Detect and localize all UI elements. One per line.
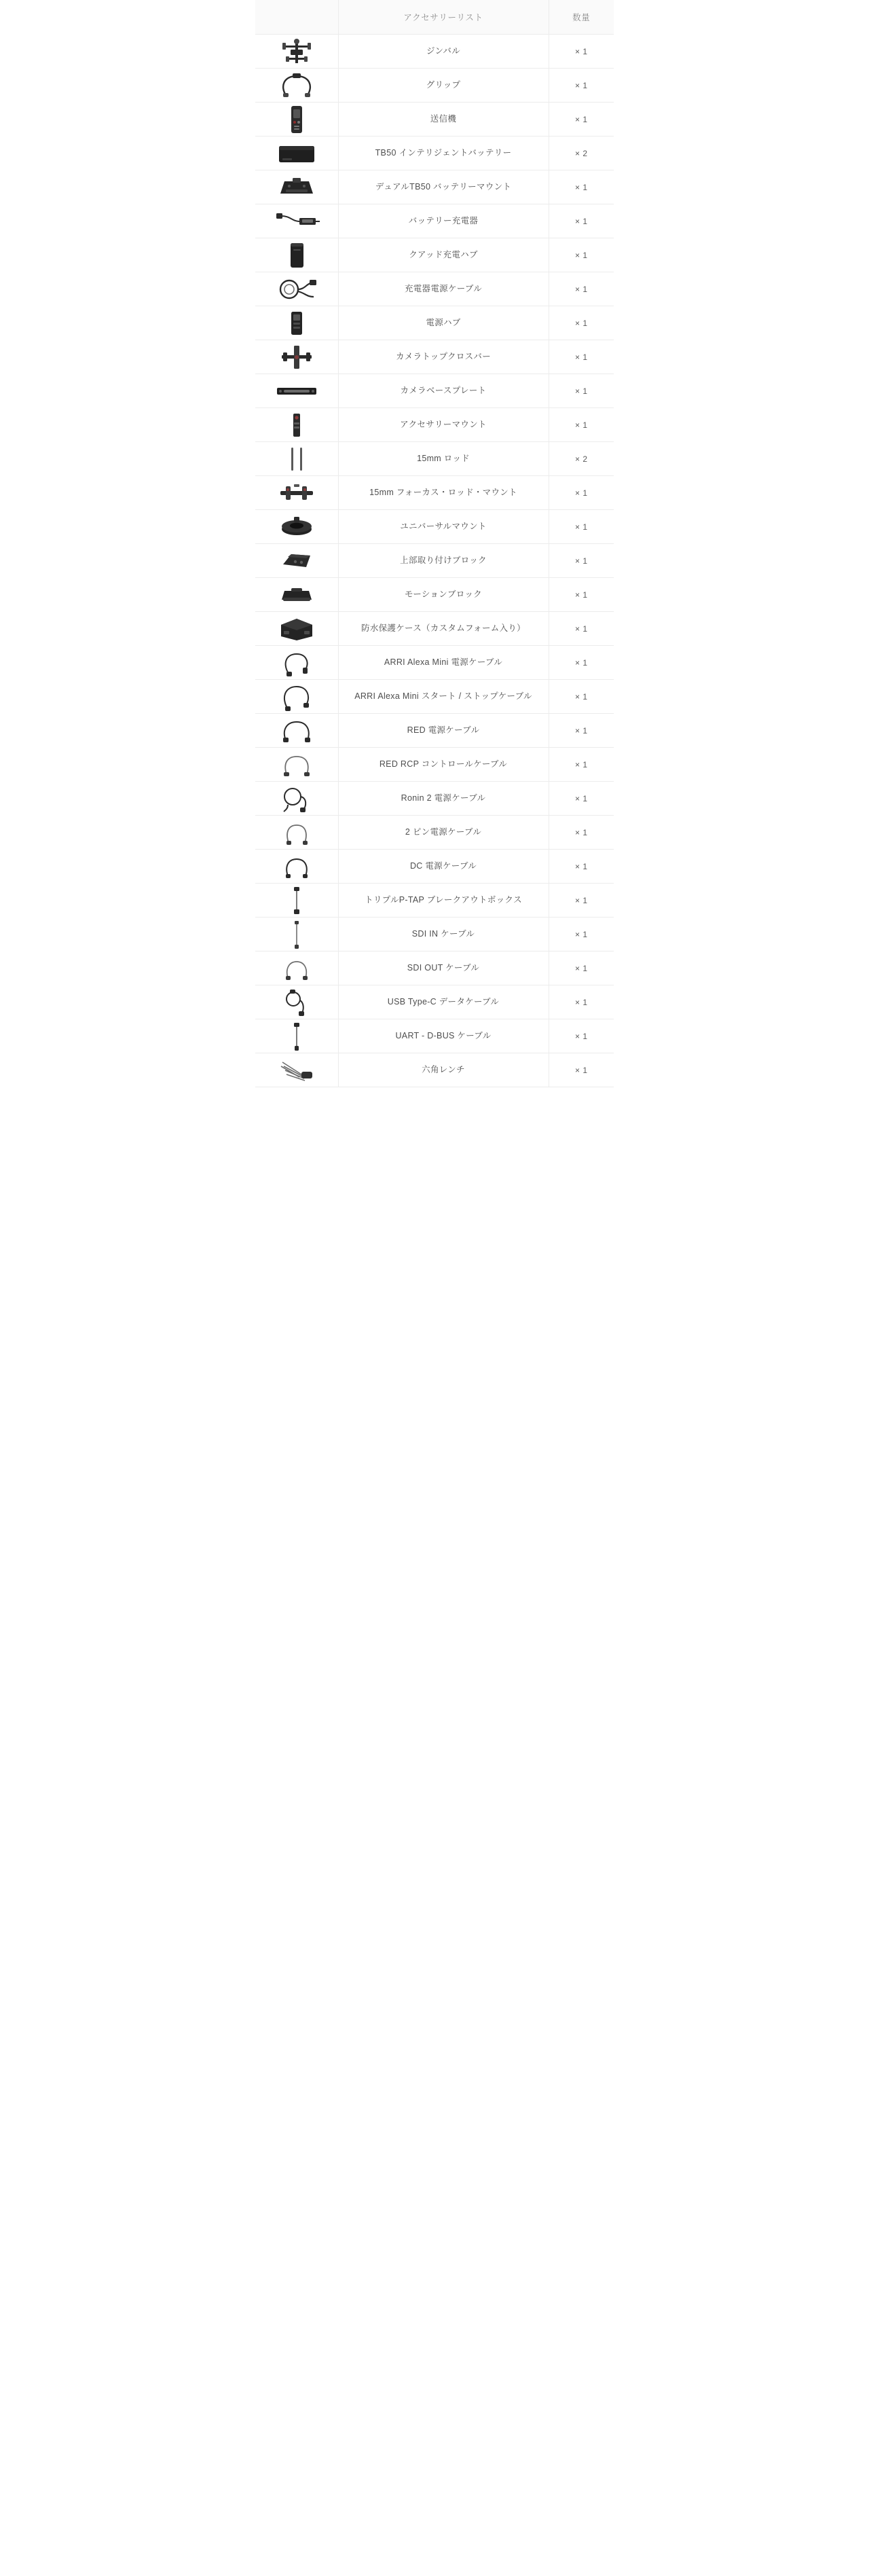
accessory-image-cell: [255, 680, 338, 714]
accessory-name-cell: USB Type-C データケーブル: [338, 985, 549, 1019]
table-row: [255, 510, 614, 544]
table-row: [255, 748, 614, 782]
accessory-image-cell: [255, 816, 338, 850]
hex-wrench-icon: [255, 1053, 338, 1087]
table-body: [255, 35, 614, 1087]
accessory-qty-cell: × 1: [549, 306, 614, 340]
accessory-mount-icon: [255, 408, 338, 441]
accessory-image-cell: [255, 544, 338, 578]
table-row: [255, 103, 614, 137]
table-row: [255, 816, 614, 850]
accessory-qty-cell: × 1: [549, 951, 614, 985]
tb50-battery-icon: [255, 137, 338, 170]
accessory-name-cell: モーションブロック: [338, 578, 549, 612]
uart-dbus-cable-icon: [255, 1019, 338, 1053]
accessory-qty-cell: × 1: [549, 850, 614, 884]
table-row: [255, 137, 614, 170]
accessory-qty-cell: × 1: [549, 918, 614, 951]
accessory-image-cell: [255, 782, 338, 816]
accessory-qty-cell: × 1: [549, 408, 614, 442]
accessory-qty-cell: × 1: [549, 884, 614, 918]
battery-charger-icon: [255, 204, 338, 238]
accessory-image-cell: [255, 578, 338, 612]
accessory-name-cell: ユニバーサルマウント: [338, 510, 549, 544]
accessory-name-cell: カメラトップクロスバー: [338, 340, 549, 374]
accessory-name-cell: 充電器電源ケーブル: [338, 272, 549, 306]
table-row: [255, 884, 614, 918]
accessory-qty-cell: × 1: [549, 170, 614, 204]
accessory-name-cell: クアッド充電ハブ: [338, 238, 549, 272]
table-row: [255, 272, 614, 306]
accessory-name-cell: 15mm ロッド: [338, 442, 549, 476]
table-row: [255, 340, 614, 374]
accessory-qty-cell: × 1: [549, 69, 614, 103]
accessory-qty-cell: × 1: [549, 646, 614, 680]
accessory-qty-cell: × 1: [549, 985, 614, 1019]
accessory-image-cell: [255, 306, 338, 340]
accessory-qty-cell: × 1: [549, 714, 614, 748]
accessory-qty-cell: × 1: [549, 544, 614, 578]
table-row: [255, 850, 614, 884]
triple-ptap-breakout-icon: [255, 884, 338, 917]
motion-block-icon: [255, 578, 338, 611]
table-row: [255, 306, 614, 340]
accessory-qty-cell: × 1: [549, 238, 614, 272]
table-row: [255, 238, 614, 272]
accessory-name-cell: 15mm フォーカス・ロッド・マウント: [338, 476, 549, 510]
accessory-qty-cell: × 1: [549, 748, 614, 782]
accessory-name-cell: ジンバル: [338, 35, 549, 69]
column-header-name: アクセサリーリスト: [338, 0, 549, 35]
accessory-list-page: [0, 0, 869, 1087]
table-header: [255, 0, 614, 35]
accessory-qty-cell: × 1: [549, 374, 614, 408]
table-row: [255, 408, 614, 442]
dual-battery-mount-icon: [255, 170, 338, 204]
accessory-qty-cell: × 1: [549, 816, 614, 850]
focus-rod-mount-icon: [255, 476, 338, 509]
waterproof-case-icon: [255, 612, 338, 645]
accessory-qty-cell: × 1: [549, 612, 614, 646]
accessory-image-cell: [255, 272, 338, 306]
camera-base-plate-icon: [255, 374, 338, 407]
accessory-name-cell: 六角レンチ: [338, 1053, 549, 1087]
accessory-image-cell: [255, 748, 338, 782]
table-row: [255, 985, 614, 1019]
gimbal-icon: [255, 35, 338, 68]
accessory-name-cell: UART - D-BUS ケーブル: [338, 1019, 549, 1053]
accessory-name-cell: カメラベースプレート: [338, 374, 549, 408]
accessory-image-cell: [255, 612, 338, 646]
accessory-image-cell: [255, 35, 338, 69]
sdi-out-cable-icon: [255, 951, 338, 985]
accessory-qty-cell: × 1: [549, 680, 614, 714]
transmitter-icon: [255, 103, 338, 136]
accessory-image-cell: [255, 884, 338, 918]
accessory-qty-cell: × 2: [549, 442, 614, 476]
accessory-name-cell: RED RCP コントロールケーブル: [338, 748, 549, 782]
accessory-qty-cell: × 1: [549, 340, 614, 374]
table-row: [255, 782, 614, 816]
arri-power-cable-icon: [255, 646, 338, 679]
accessory-image-cell: [255, 646, 338, 680]
table-row: [255, 69, 614, 103]
red-rcp-cable-icon: [255, 748, 338, 781]
accessory-qty-cell: × 1: [549, 1019, 614, 1053]
accessory-name-cell: 2 ピン電源ケーブル: [338, 816, 549, 850]
accessory-image-cell: [255, 103, 338, 137]
accessory-image-cell: [255, 170, 338, 204]
camera-top-crossbar-icon: [255, 340, 338, 374]
accessory-qty-cell: × 1: [549, 1053, 614, 1087]
accessory-qty-cell: × 1: [549, 578, 614, 612]
charger-power-cable-icon: [255, 272, 338, 306]
accessory-name-cell: アクセサリーマウント: [338, 408, 549, 442]
accessory-name-cell: SDI IN ケーブル: [338, 918, 549, 951]
table-row: [255, 918, 614, 951]
accessory-image-cell: [255, 985, 338, 1019]
table-row: [255, 374, 614, 408]
accessory-name-cell: ARRI Alexa Mini 電源ケーブル: [338, 646, 549, 680]
accessory-name-cell: 防水保護ケース（カスタムフォーム入り）: [338, 612, 549, 646]
table-row: [255, 680, 614, 714]
table-row: [255, 714, 614, 748]
table-row: [255, 1019, 614, 1053]
accessory-image-cell: [255, 238, 338, 272]
accessory-image-cell: [255, 918, 338, 951]
two-pin-power-cable-icon: [255, 816, 338, 849]
accessory-qty-cell: × 1: [549, 476, 614, 510]
accessory-name-cell: バッテリー充電器: [338, 204, 549, 238]
table-row: [255, 442, 614, 476]
accessory-name-cell: SDI OUT ケーブル: [338, 951, 549, 985]
accessory-image-cell: [255, 69, 338, 103]
accessory-name-cell: トリプルP-TAP ブレークアウトボックス: [338, 884, 549, 918]
accessory-qty-cell: × 2: [549, 137, 614, 170]
accessory-image-cell: [255, 442, 338, 476]
accessory-name-cell: ARRI Alexa Mini スタート / ストップケーブル: [338, 680, 549, 714]
accessory-name-cell: 電源ハブ: [338, 306, 549, 340]
accessory-image-cell: [255, 476, 338, 510]
power-hub-icon: [255, 306, 338, 340]
accessory-image-cell: [255, 714, 338, 748]
column-header-qty: 数量: [549, 0, 614, 35]
table-row: [255, 951, 614, 985]
accessory-qty-cell: × 1: [549, 272, 614, 306]
accessory-image-cell: [255, 951, 338, 985]
accessory-name-cell: 送信機: [338, 103, 549, 137]
table-row: [255, 1053, 614, 1087]
accessory-name-cell: デュアルTB50 バッテリーマウント: [338, 170, 549, 204]
accessory-qty-cell: × 1: [549, 35, 614, 69]
universal-mount-icon: [255, 510, 338, 543]
table-row: [255, 544, 614, 578]
accessory-image-cell: [255, 1019, 338, 1053]
arri-start-stop-cable-icon: [255, 680, 338, 713]
table-row: [255, 646, 614, 680]
dc-power-cable-icon: [255, 850, 338, 883]
table-row: [255, 578, 614, 612]
accessory-image-cell: [255, 408, 338, 442]
accessory-image-cell: [255, 374, 338, 408]
accessory-name-cell: RED 電源ケーブル: [338, 714, 549, 748]
accessory-image-cell: [255, 204, 338, 238]
accessory-name-cell: TB50 インテリジェントバッテリー: [338, 137, 549, 170]
accessory-qty-cell: × 1: [549, 103, 614, 137]
table-row: [255, 170, 614, 204]
accessory-name-cell: DC 電源ケーブル: [338, 850, 549, 884]
quad-charging-hub-icon: [255, 238, 338, 272]
accessory-name-cell: グリップ: [338, 69, 549, 103]
rod-15mm-icon: [255, 442, 338, 475]
accessory-name-cell: 上部取り付けブロック: [338, 544, 549, 578]
accessory-image-cell: [255, 137, 338, 170]
table-row: [255, 204, 614, 238]
grip-icon: [255, 69, 338, 102]
red-power-cable-icon: [255, 714, 338, 747]
accessory-qty-cell: × 1: [549, 204, 614, 238]
table-row: [255, 476, 614, 510]
accessory-name-cell: Ronin 2 電源ケーブル: [338, 782, 549, 816]
top-mounting-block-icon: [255, 544, 338, 577]
accessory-qty-cell: × 1: [549, 510, 614, 544]
accessory-image-cell: [255, 510, 338, 544]
usb-type-c-cable-icon: [255, 985, 338, 1019]
accessory-qty-cell: × 1: [549, 782, 614, 816]
accessory-list-table: [255, 0, 614, 1087]
table-row: [255, 35, 614, 69]
accessory-image-cell: [255, 340, 338, 374]
ronin2-power-cable-icon: [255, 782, 338, 815]
accessory-image-cell: [255, 1053, 338, 1087]
table-row: [255, 612, 614, 646]
column-header-icon: [255, 0, 338, 35]
accessory-image-cell: [255, 850, 338, 884]
sdi-in-cable-icon: [255, 918, 338, 951]
